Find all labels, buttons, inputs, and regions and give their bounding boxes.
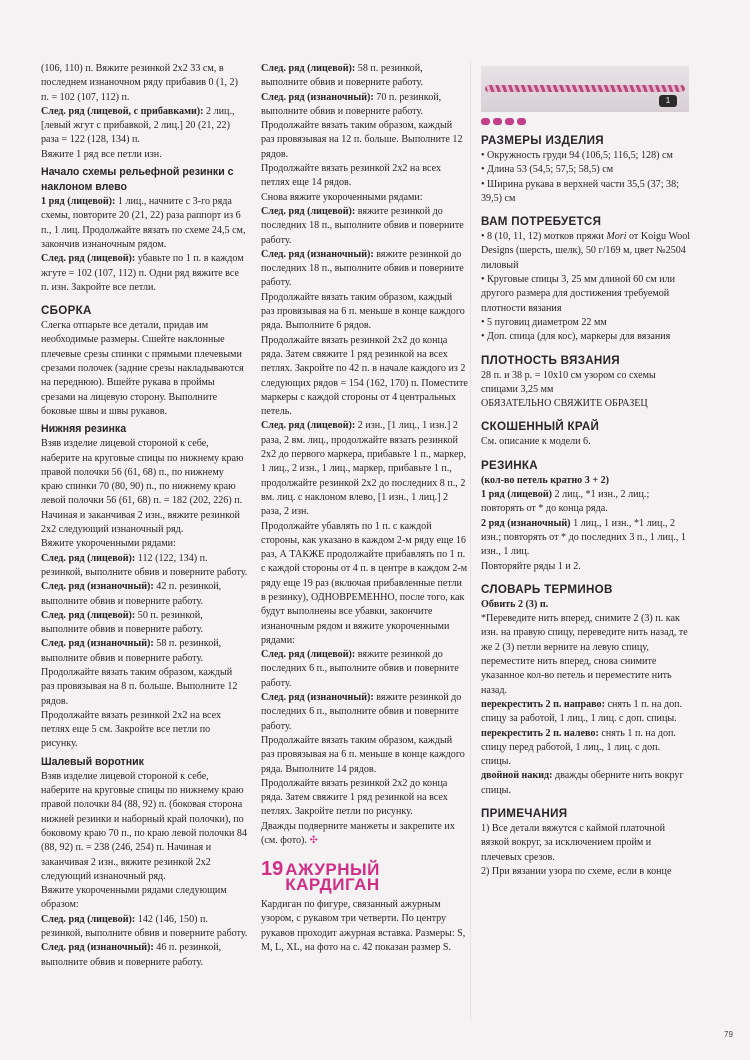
row-text: Дважды подверните манжеты и закрепите их (см. фото). xyxy=(261,820,455,847)
model-name: АЖУРНЫЙ КАРДИГАН xyxy=(285,860,380,894)
row-text: дважды оберните нить вокруг спицы. xyxy=(481,770,684,796)
section-heading: ВАМ ПОТРЕБУЕТСЯ xyxy=(481,215,602,229)
row-text: 1 лиц., 1 изн., *1 лиц., 2 изн.; повторять от * до последних 3 п., 1 лиц., 1 изн., 1 лиц. xyxy=(481,517,686,558)
row-label: След. ряд (изнаночный): xyxy=(261,248,374,260)
paragraph: 1) Все детали вяжутся с каймой платочной вязкой вокруг, за исключением пройм и плечевых срезов. xyxy=(481,822,666,863)
row-text: вяжите резинкой до последних 6 п., выполните обвив и поверните работу. xyxy=(261,692,462,732)
paragraph: Снова вяжите укороченными рядами: xyxy=(261,191,423,203)
row-label: След. ряд (лицевой): xyxy=(41,913,136,925)
model-number: 19 xyxy=(261,858,284,881)
row-label: След. ряд (лицевой): xyxy=(41,253,136,265)
row-label: След. ряд (лицевой): xyxy=(41,609,136,621)
column-right xyxy=(481,66,691,879)
column-left xyxy=(41,62,248,970)
row-label: След. ряд (лицевой): xyxy=(261,63,356,74)
paragraph: ОБЯЗАТЕЛЬНО СВЯЖИТЕ ОБРАЗЕЦ xyxy=(481,398,648,410)
paragraph xyxy=(261,691,468,734)
paragraph xyxy=(481,769,691,798)
paragraph: Слегка отпарьте все детали, придав им необходимые размеры. Сшейте наклонные плечевые срезы спинки с прямыми плечевыми срезами полочек (задние срезы накладываются на переднюю). Вшейте рукава в проймы срезами на лицевую сторону. Выполните боковые швы и швы рукавов. xyxy=(41,320,244,417)
list-text: • 8 (10, 11, 12) мотков пряжи xyxy=(481,231,607,243)
row-label: След. ряд (изнаночный): xyxy=(41,942,154,954)
end-mark-icon: ✣ xyxy=(309,835,318,847)
paragraph: (кол-во петель кратно 3 + 2) xyxy=(481,474,610,486)
section-heading: СБОРКА xyxy=(41,304,92,318)
list-item xyxy=(481,230,691,273)
row-label: След. ряд (лицевой): xyxy=(41,552,136,564)
section-heading: РЕЗИНКА xyxy=(481,458,538,472)
paragraph xyxy=(41,637,248,666)
list-item: • Окружность груди 94 (106,5; 116,5; 128) см xyxy=(481,150,673,161)
row-text: 2 лиц., *1 изн., 2 лиц.; повторять от * до конца ряда. xyxy=(481,489,650,515)
paragraph xyxy=(481,488,691,517)
subheading: Шалевый воротник xyxy=(41,755,144,768)
paragraph xyxy=(41,913,248,942)
paragraph xyxy=(261,91,468,120)
list-item: • Ширина рукава в верхней части 35,5 (37; 38; 39,5) см xyxy=(481,178,679,204)
row-text: вяжите резинкой до последних 6 п., выполните обвив и поверните работу. xyxy=(261,649,459,689)
model-badge: 1 xyxy=(659,95,677,107)
paragraph: *Переведите нить вперед, снимите 2 (3) п. как изн. на правую спицу, переведите нить назад, те же 2 (3) петли верните на левую спицу, переместите нить вперед, снова снимите указанное кол-во петель и переместите нить назад. xyxy=(481,613,688,696)
subheading: Нижняя резинка xyxy=(41,423,127,436)
row-text: 50 п. резинкой, выполните обвив и поверните работу. xyxy=(41,609,203,636)
subheading: Начало схемы рельефной резинки с наклоном влево xyxy=(41,166,234,194)
paragraph xyxy=(261,248,468,291)
row-text: снять 1 п. на доп. спицу перед работой, 1 лиц., 1 лиц. с доп. спицы. xyxy=(481,727,676,768)
paragraph: Кардиган по фигуре, связанный ажурным узором, с рукавом три четверти. По центру рукавов проходит ажурная вставка. Размеры: S, M, L, XL, на фото на с. 42 показан размер S. xyxy=(261,898,466,953)
row-label: След. ряд (изнаночный): xyxy=(261,692,374,704)
paragraph xyxy=(261,820,468,849)
paragraph xyxy=(261,62,468,91)
paragraph xyxy=(41,105,248,148)
list-item: • Доп. спица (для кос), маркеры для вязания xyxy=(481,331,671,343)
paragraph: Взяв изделие лицевой стороной к себе, наберите на круговые спицы по нижнему краю правой полочки 56 (61, 68) п., по нижнему краю спинки 70 (80, 90) п., по нижнему краю левой полочки 56 (61, 68) п. = 182 (202, 226) п. Начиная и заканчивая 2 изн., вяжите резинкой 2x2 следующий изнаночный ряд. xyxy=(41,438,244,536)
row-text: 2 изн., [1 лиц., 1 изн.] 2 раза, 2 вм. лиц., продолжайте вязать резинкой 2x2 до первого маркера, прибавьте 1 п., маркер, 1 лиц., 2 изн., 1 лиц., маркер, прибавьте 1 п., продолжайте резинкой 2x2 до последних 8 п., 2 вм. лиц. с наклоном влево, [1 изн., 1 лиц.] 2 раза, 2 изн. xyxy=(261,420,467,518)
row-label: След. ряд (лицевой): xyxy=(261,649,356,661)
paragraph xyxy=(41,941,248,970)
paragraph: 28 п. и 38 р. = 10x10 см узором со схемы спицами 3,25 мм xyxy=(481,369,656,395)
paragraph: (106, 110) п. Вяжите резинкой 2x2 33 см, в последнем изнаночном ряду прибавив 0 (1, 2) п. = 102 (107, 112) п. xyxy=(41,63,238,103)
paragraph xyxy=(261,419,468,519)
section-heading: СЛОВАРЬ ТЕРМИНОВ xyxy=(481,582,613,596)
paragraph: Вяжите укороченными рядами: xyxy=(41,538,176,550)
paragraph xyxy=(41,609,248,638)
row-text: 46 п. резинкой, выполните обвив и поверните работу. xyxy=(41,942,222,968)
paragraph xyxy=(481,727,691,770)
paragraph: Продолжайте вязать таким образом, каждый раз провязывая на 6 п. меньше в конце каждого ряда. Выполните 14 рядов. xyxy=(261,734,465,775)
row-label: След. ряд (лицевой, с прибавками): xyxy=(41,105,204,117)
section-heading: ПЛОТНОСТЬ ВЯЗАНИЯ xyxy=(481,353,620,367)
row-label: След. ряд (изнаночный): xyxy=(261,91,374,103)
model-title xyxy=(261,858,468,894)
row-text: вяжите резинкой до последних 18 п., выполните обвив и поверните работу. xyxy=(261,205,464,246)
paragraph: Продолжайте вязать резинкой 2x2 на всех петлях еще 5 см. Закройте все петли по рисунку. xyxy=(41,709,222,750)
yarn-name: Mori xyxy=(606,231,627,243)
column-rule xyxy=(470,62,471,1020)
paragraph xyxy=(41,252,248,295)
paragraph xyxy=(481,698,691,727)
row-label: 1 ряд (лицевой): xyxy=(41,196,116,208)
paragraph xyxy=(41,195,248,252)
row-text: 112 (122, 134) п. резинкой, выполните обвив и поверните работу. xyxy=(41,552,248,578)
section-heading: РАЗМЕРЫ ИЗДЕЛИЯ xyxy=(481,134,604,147)
paragraph: Продолжайте вязать резинкой 2x2 до конца ряда. Затем свяжите 1 ряд резинкой на всех петлях. Закройте по 42 п. в начале каждого из 2 следующих рядов = 154 (162, 170) п. Поместите маркеры с каждой стороны от 4 центральных петель. xyxy=(261,334,468,418)
paragraph: Обвить 2 (3) п. xyxy=(481,598,549,610)
paragraph: Вяжите укороченными рядами следующим образом: xyxy=(41,885,227,911)
row-label: След. ряд (лицевой): xyxy=(261,420,356,432)
section-heading: ПРИМЕЧАНИЯ xyxy=(481,806,568,820)
list-item: • Круговые спицы 3, 25 мм длиной 60 см или другого размера для достижения требуемой плотности вязания xyxy=(481,274,676,314)
paragraph xyxy=(261,205,468,248)
paragraph: Продолжайте вязать таким образом, каждый раз провязывая на 6 п. меньше в конце каждого ряда. Выполните 6 рядов. xyxy=(261,291,465,332)
column-middle xyxy=(261,62,468,955)
row-label: 1 ряд (лицевой) xyxy=(481,489,553,501)
row-label: След. ряд (лицевой): xyxy=(261,205,356,217)
row-text: вяжите резинкой до последних 18 п., выполните обвив и поверните работу. xyxy=(261,248,464,289)
section-heading: СКОШЕННЫЙ КРАЙ xyxy=(481,420,600,434)
paragraph: Повторяйте ряды 1 и 2. xyxy=(481,560,581,572)
row-text: 2 лиц., [левый жгут с прибавкой, 2 лиц.] 20 (21, 22) раза = 122 (128, 134) п. xyxy=(41,105,235,146)
row-text: 58 п. резинкой, выполните обвив и поверните работу. xyxy=(261,63,423,89)
paragraph: Вяжите 1 ряд все петли изн. xyxy=(41,148,162,160)
yarn-strand xyxy=(485,85,685,92)
paragraph xyxy=(41,552,248,581)
paragraph xyxy=(41,580,248,609)
row-text: снять 1 п. на доп. спицу за работой, 1 лиц., 1 лиц. с доп. спицы. xyxy=(481,698,683,725)
page-number: 79 xyxy=(724,1030,733,1039)
paragraph: См. описание к модели 6. xyxy=(481,436,591,448)
row-label: двойной накид: xyxy=(481,770,553,782)
row-text: 70 п. резинкой, выполните обвив и поверните работу. xyxy=(261,91,442,117)
paragraph: Продолжайте вязать резинкой 2x2 на всех петлях еще 14 рядов. xyxy=(261,163,442,189)
row-text: 1 лиц., начните с 3-го ряда схемы, повторите 20 (21, 22) раза раппорт из 6 п., 1 лиц. Продолжайте вязать по схеме 24,5 см, закончив изнаночным рядом. xyxy=(41,196,246,250)
row-text: 58 п. резинкой, выполните обвив и поверните работу. xyxy=(41,638,222,664)
row-text: убавьте по 1 п. в каждом жгуте = 102 (107, 112) п. Одни ряд вяжите все п. изн. Закройте все петли. xyxy=(41,253,244,293)
row-label: перекрестить 2 п. направо: xyxy=(481,698,605,710)
list-item: • Длина 53 (54,5; 57,5; 58,5) см xyxy=(481,164,614,176)
row-label: След. ряд (изнаночный): xyxy=(41,638,154,650)
paragraph: Продолжайте вязать таким образом, каждый раз провязывая на 8 п. больше. Выполните 12 рядов. xyxy=(41,666,238,707)
row-text: 42 п. резинкой, выполните обвив и поверните работу. xyxy=(41,581,222,607)
paragraph: Взяв изделие лицевой стороной к себе, наберите на круговые спицы по нижнему краю правой полочки 84 (88, 92) п. (боковая сторона нижней резинки и наборный край полочки), по боковому краю 70 п., по краю левой полочки 84 (88, 92) п. = 238 (246, 254) п. Начиная и заканчивая 2 изн., вяжите резинкой 2x2 следующий изнаночный ряд. xyxy=(41,770,248,882)
yarn-swatch-image xyxy=(481,66,689,112)
paragraph: Продолжайте вязать таким образом, каждый раз провязывая на 12 п. больше. Выполните 12 рядов. xyxy=(261,120,463,160)
row-label: перекрестить 2 п. налево: xyxy=(481,727,599,739)
decor-dots xyxy=(481,118,691,125)
list-item: • 5 пуговиц диаметром 22 мм xyxy=(481,316,607,328)
paragraph: Продолжайте вязать резинкой 2x2 до конца ряда. Затем свяжите 1 ряд резинкой на всех петлях. Закройте петли по рисунку. xyxy=(261,777,448,818)
paragraph: 2) При вязании узора по схеме, если в конце xyxy=(481,865,672,877)
row-text: 142 (146, 150) п. резинкой, выполните обвив и поверните работу. xyxy=(41,913,248,940)
paragraph xyxy=(481,517,691,560)
row-label: След. ряд (изнаночный): xyxy=(41,581,154,593)
paragraph xyxy=(261,648,468,691)
paragraph: Продолжайте убавлять по 1 п. с каждой стороны, как указано в каждом 2-м ряду еще 16 раз, А ТАКЖЕ продолжайте прибавлять по 1 п. с каждой стороны от 4 п. в центре в каждом 2-м ряду еще 19 раз (включая прибавленные петли в резинку), ОДНОВРЕМЕННО, после того, как будут выполнены все убавки, закончите изнаночным рядом и вяжите укороченными рядами: xyxy=(261,520,468,646)
row-label: 2 ряд (изнаночный) xyxy=(481,517,571,529)
list-text: от Koigu Wool Designs (шерсть, шелк), 50 г/169 м, цвет №2504 лиловый xyxy=(481,231,691,271)
